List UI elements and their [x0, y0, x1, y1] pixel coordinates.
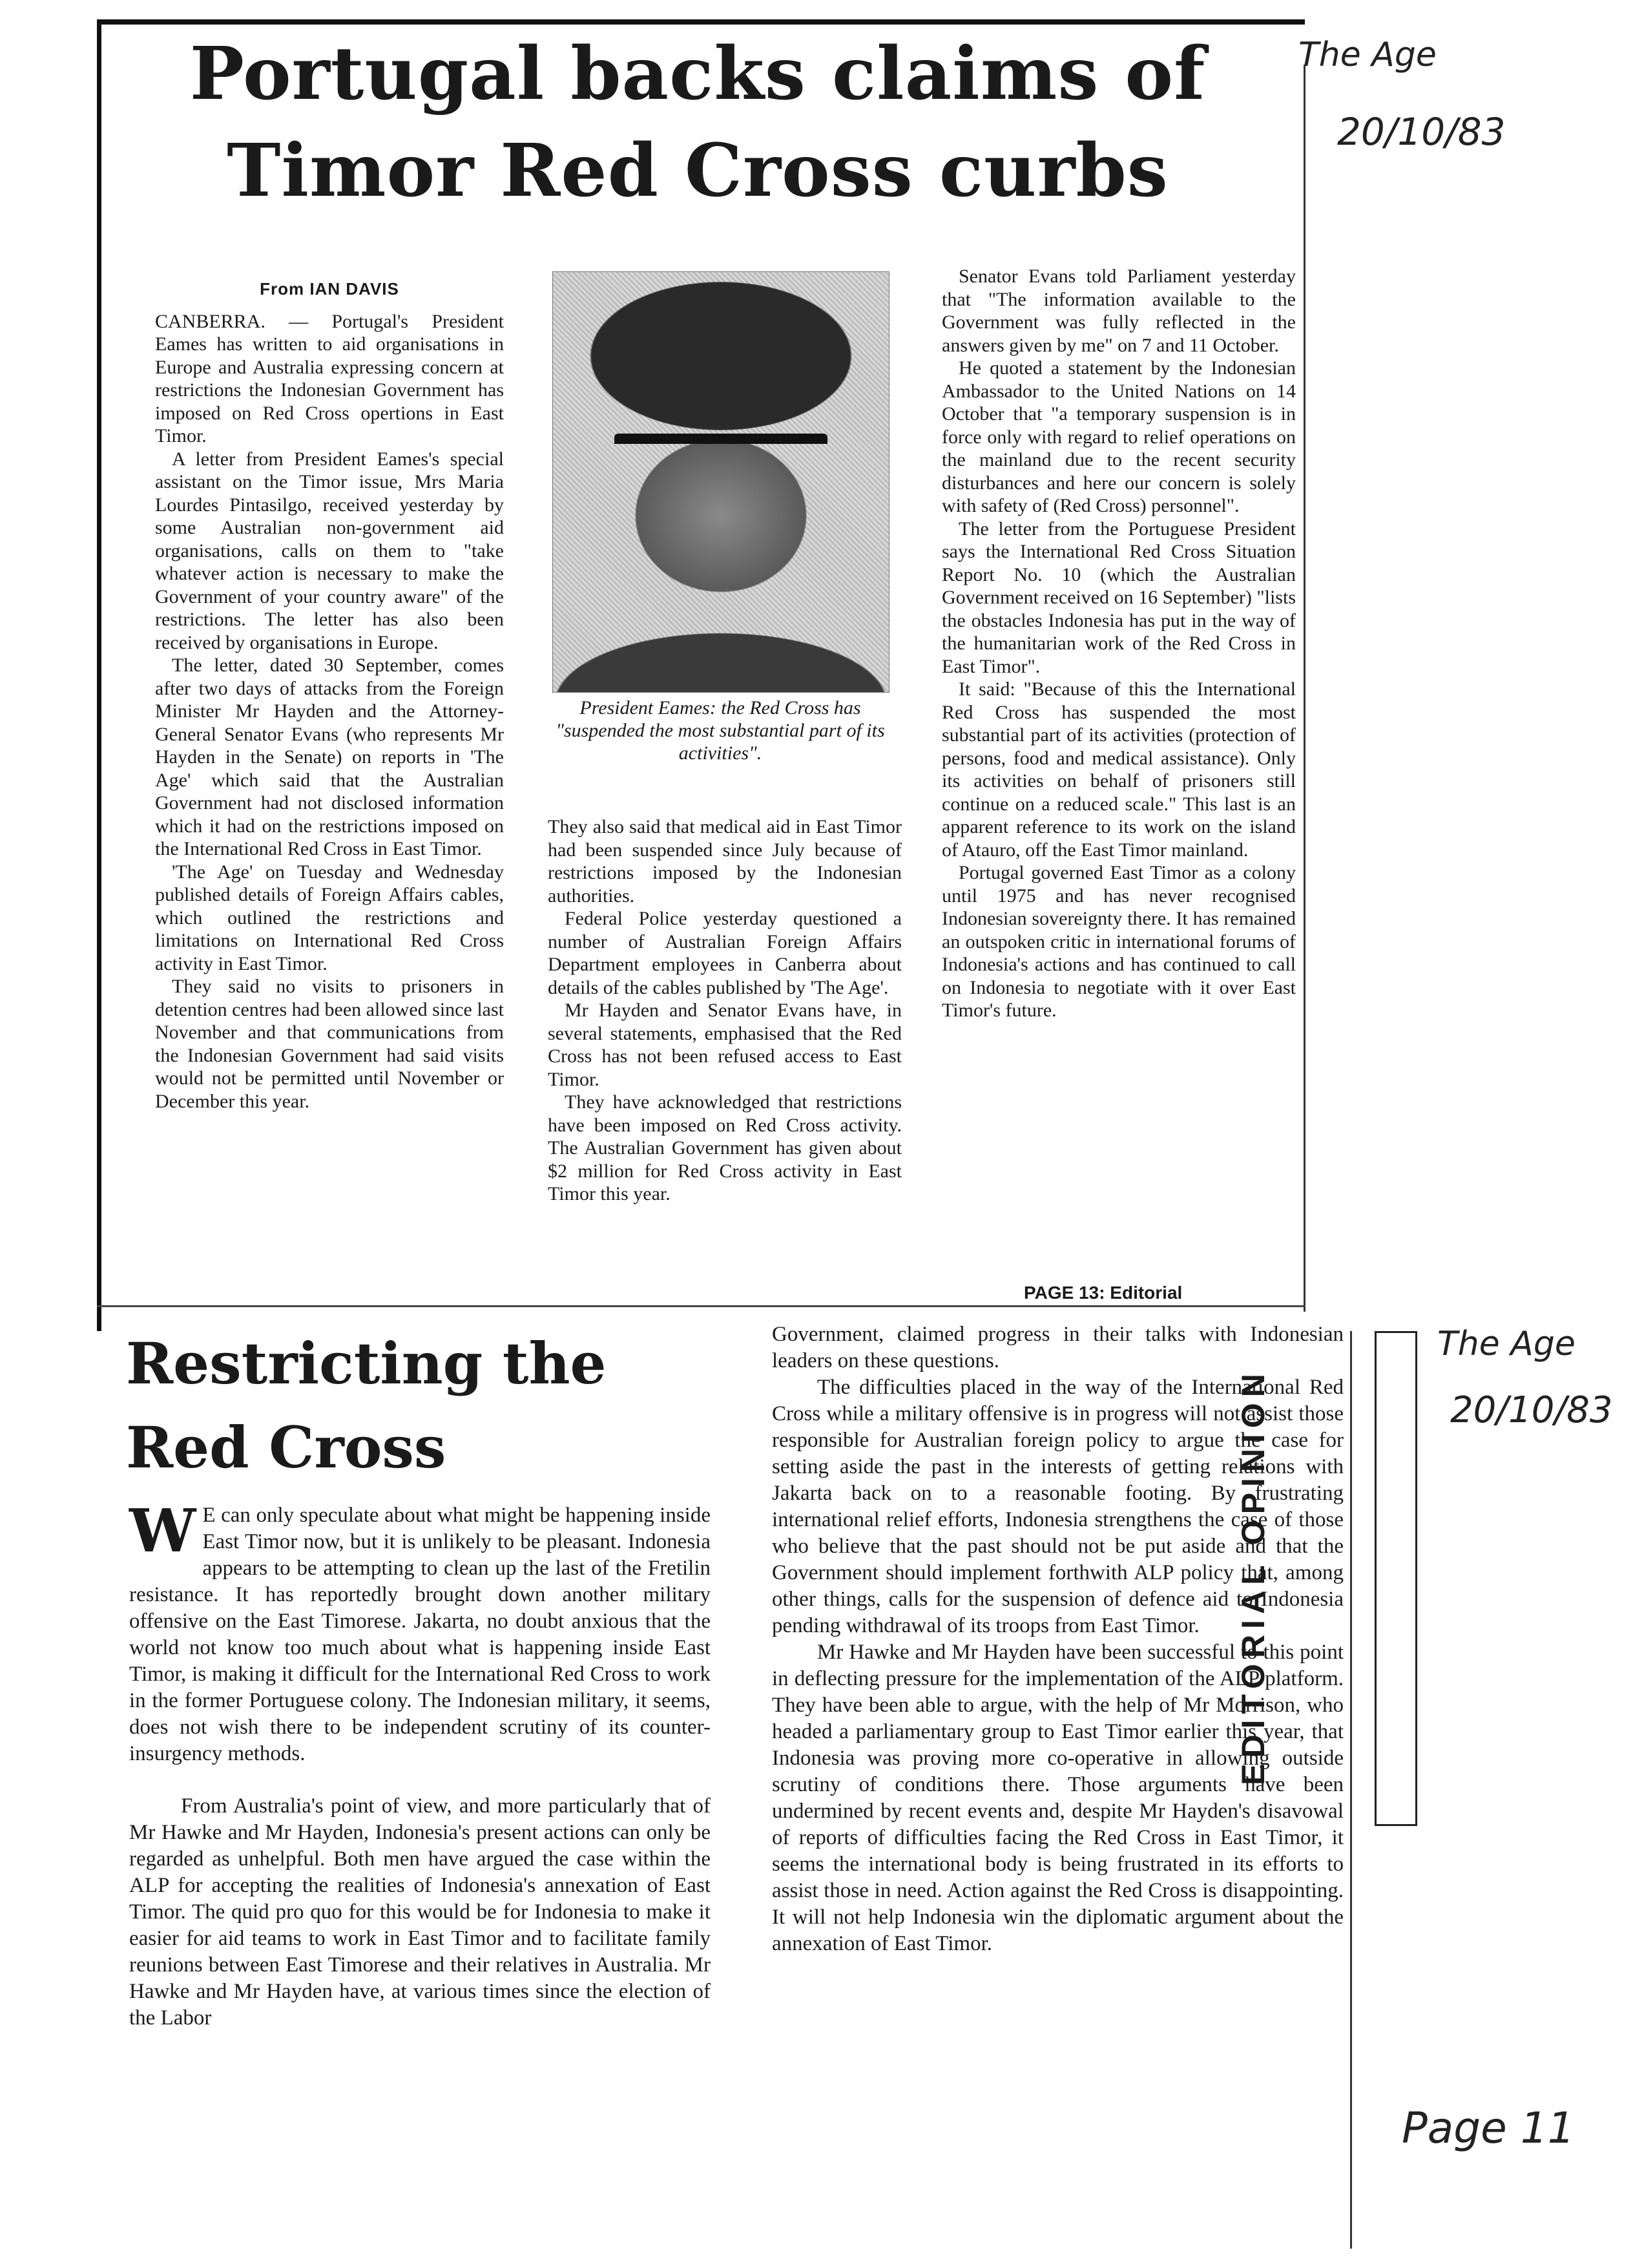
editorial-paragraph: The difficulties placed in the way of the International Red Cross while a military offensive is in progress will not assist those responsible for Australian foreign policy to argue the case for setting aside the past in the interests of getting relations with Jakarta back on to a reasonable footing. By frustrating international relief efforts, Indonesia strengthens the case of those who believe that the past should not be put aside and that the Government should implement forthwith ALP policy that, among other things, calls for the suspension of defence aid to Indonesia pending withdrawal of its troops from East Timor. — [772, 1376, 1344, 1637]
editorial-opinion-box — [1375, 1331, 1417, 1826]
headline-line-1: Portugal backs claims of — [189, 32, 1206, 116]
handwritten-date-note: 20/10/83 — [1337, 110, 1506, 154]
article-paragraph: It said: "Because of this the International Red Cross has suspended the most substantial part of its activities (protection of persons, food and medical assistance). Only its activities on behalf of prisoners still continue on a reduced scale." This last is an apparent reference to its work on the island of Atauro, off the East Timor mainland. — [942, 678, 1296, 861]
article-paragraph: Portugal governed East Timor as a colony until 1975 and has never recognised Indonesian sovereignty there. It has remained an outspoken critic in international forums of Indonesia's actions and has continued to call on Indonesia to negotiate with it over East Timor's future. — [942, 862, 1296, 1021]
handwritten-source-note: The Age — [1437, 1325, 1576, 1363]
photo-caption: President Eames: the Red Cross has "suspended the most substantial part of its activities". — [556, 697, 885, 764]
editorial-column-left — [129, 1496, 711, 2032]
article-column-2 — [548, 815, 902, 1206]
article-paragraph: A letter from President Eames's special assistant on the Timor issue, Mrs Maria Lourdes Pintasilgo, received yesterday by some Australian non-government aid organisations, calls on them to "take whatever action is necessary to make the Government of your country aware" of the restrictions. The letter has also been received by organisations in Europe. — [155, 448, 504, 653]
editorial-headline-line-1: Restricting the — [126, 1330, 607, 1397]
editorial-paragraph: Government, claimed progress in their talks with Indonesian leaders on these questions. — [772, 1323, 1344, 1372]
handwritten-source-note: The Age — [1298, 36, 1437, 74]
drop-cap: W — [129, 1496, 196, 1566]
page-reference: PAGE 13: Editorial — [1024, 1283, 1183, 1303]
article-paragraph: Senator Evans told Parliament yesterday that "The information available to the Government was fully reflected in the answers given by me" on 7 and 11 October. — [942, 266, 1296, 356]
article-paragraph: They also said that medical aid in East Timor had been suspended since July because of restrictions imposed by the Indonesian authorities. — [548, 816, 902, 907]
article-paragraph: CANBERRA. — Portugal's President Eames has written to aid organisations in Europe and Australia expressing concern at restrictions the Indonesian Government has imposed on Red Cross opertions in East Timor. — [155, 310, 504, 446]
article-column-3 — [942, 265, 1296, 1022]
article-headline — [110, 26, 1285, 220]
headline-line-2: Timor Red Cross curbs — [227, 129, 1169, 213]
editorial-paragraph — [129, 1496, 711, 1767]
article-paragraph: Federal Police yesterday questioned a number of Australian Foreign Affairs Department employees in Canberra about details of the cables published by 'The Age'. — [548, 908, 902, 998]
right-rule — [1304, 65, 1305, 1312]
article-column-1 — [155, 278, 504, 1113]
editorial-paragraph: From Australia's point of view, and more particularly that of Mr Hawke and Mr Hayden, Indonesia's present actions can only be regarded as unhelpful. Both men have argued the case within the ALP for accepting the realities of Indonesia's annexation of East Timor. The quid pro quo for this would be for Indonesia to make it easier for aid teams to work in East Timor and to facilitate family reunions between East Timorese and their relatives in Australia. Mr Hawke and Mr Hayden have, at various times since the election of the Labor — [129, 1794, 711, 2030]
top-rule — [97, 19, 1305, 25]
editorial-paragraph: Mr Hawke and Mr Hayden have been successful to this point in deflecting pressure for the implementation of the ALP platform. They have been able to argue, with the help of Mr Morrison, who headed a parliamentary group to East Timor earlier this year, that Indonesia was proving more co-operative in allowing outside scrutiny of conditions there. Those arguments have been undermined by recent events and, despite Mr Hayden's disavowal of reports of difficulties facing the Red Cross in East Timor, it seems the international body is being frustrated in its efforts to assist those in need. Action against the Red Cross is disappointing. It will not help Indonesia win the diplomatic argument about the annexation of East Timor. — [772, 1641, 1344, 1955]
article-paragraph: The letter from the Portuguese President says the International Red Cross Situation Report No. 10 (which the Australian Government received on 16 September) "lists the obstacles Indonesia has put in the way of the humanitarian work of the Red Cross in East Timor". — [942, 518, 1296, 677]
article-paragraph: They said no visits to prisoners in detention centres had been allowed since last November and that communications from the Indonesian Government had said visits would not be permitted until November or December this year. — [155, 976, 504, 1112]
editorial-paragraph-text: E can only speculate about what might be happening inside East Timor now, but it is unlikely to be pleasant. Indonesia appears to be attempting to clean up the last of the Fretilin resistance. It has reportedly brought down another military offensive on the East Timorese. Jakarta, no doubt anxious that the world not know too much about what is happening inside East Timor, is making it difficult for the International Red Cross to work in the former Portuguese colony. The Indonesian military, it seems, does not wish there to be independent scrutiny of its counter-insurgency methods. — [129, 1504, 711, 1765]
editorial-headline-line-2: Red Cross — [126, 1414, 446, 1481]
glasses-shape — [614, 434, 827, 489]
handwritten-date-note: 20/10/83 — [1450, 1389, 1613, 1431]
president-eames-photo — [552, 271, 889, 693]
article-paragraph: 'The Age' on Tuesday and Wednesday published details of Foreign Affairs cables, which outlined the restrictions and limitations on International Red Cross activity in East Timor. — [155, 861, 504, 974]
editorial-headline — [126, 1321, 617, 1489]
section-divider — [97, 1305, 1305, 1307]
column-rule — [1350, 1331, 1352, 2249]
article-paragraph: He quoted a statement by the Indonesian Ambassador to the United Nations on 14 October that "a temporary suspension is in force only with regard to relief operations on the mainland due to the recent security disturbances and here our concern is solely with safety of (Red Cross) personnel". — [942, 357, 1296, 516]
article-paragraph: Mr Hayden and Senator Evans have, in several statements, emphasised that the Red Cross has not been refused access to East Timor. — [548, 1000, 902, 1090]
byline: From IAN DAVIS — [260, 279, 399, 299]
left-rule — [97, 19, 101, 1331]
article-paragraph: The letter, dated 30 September, comes after two days of attacks from the Foreign Minister Mr Hayden and the Attorney-General Senator Evans (who represents Mr Hayden in the Senate) on reports in 'The Age' which said that the Australian Government had not disclosed information which it had on the restrictions imposed on the International Red Cross in East Timor. — [155, 655, 504, 859]
shoulders-shape — [553, 582, 889, 692]
editorial-opinion-label: EDITORIAL OPINION — [1235, 1368, 1271, 1785]
article-paragraph: They have acknowledged that restrictions have been imposed on Red Cross activity. The Australian Government has given about $2 million for Red Cross activity in East Timor this year. — [548, 1091, 902, 1204]
handwritten-page-note: Page 11 — [1402, 2103, 1575, 2153]
